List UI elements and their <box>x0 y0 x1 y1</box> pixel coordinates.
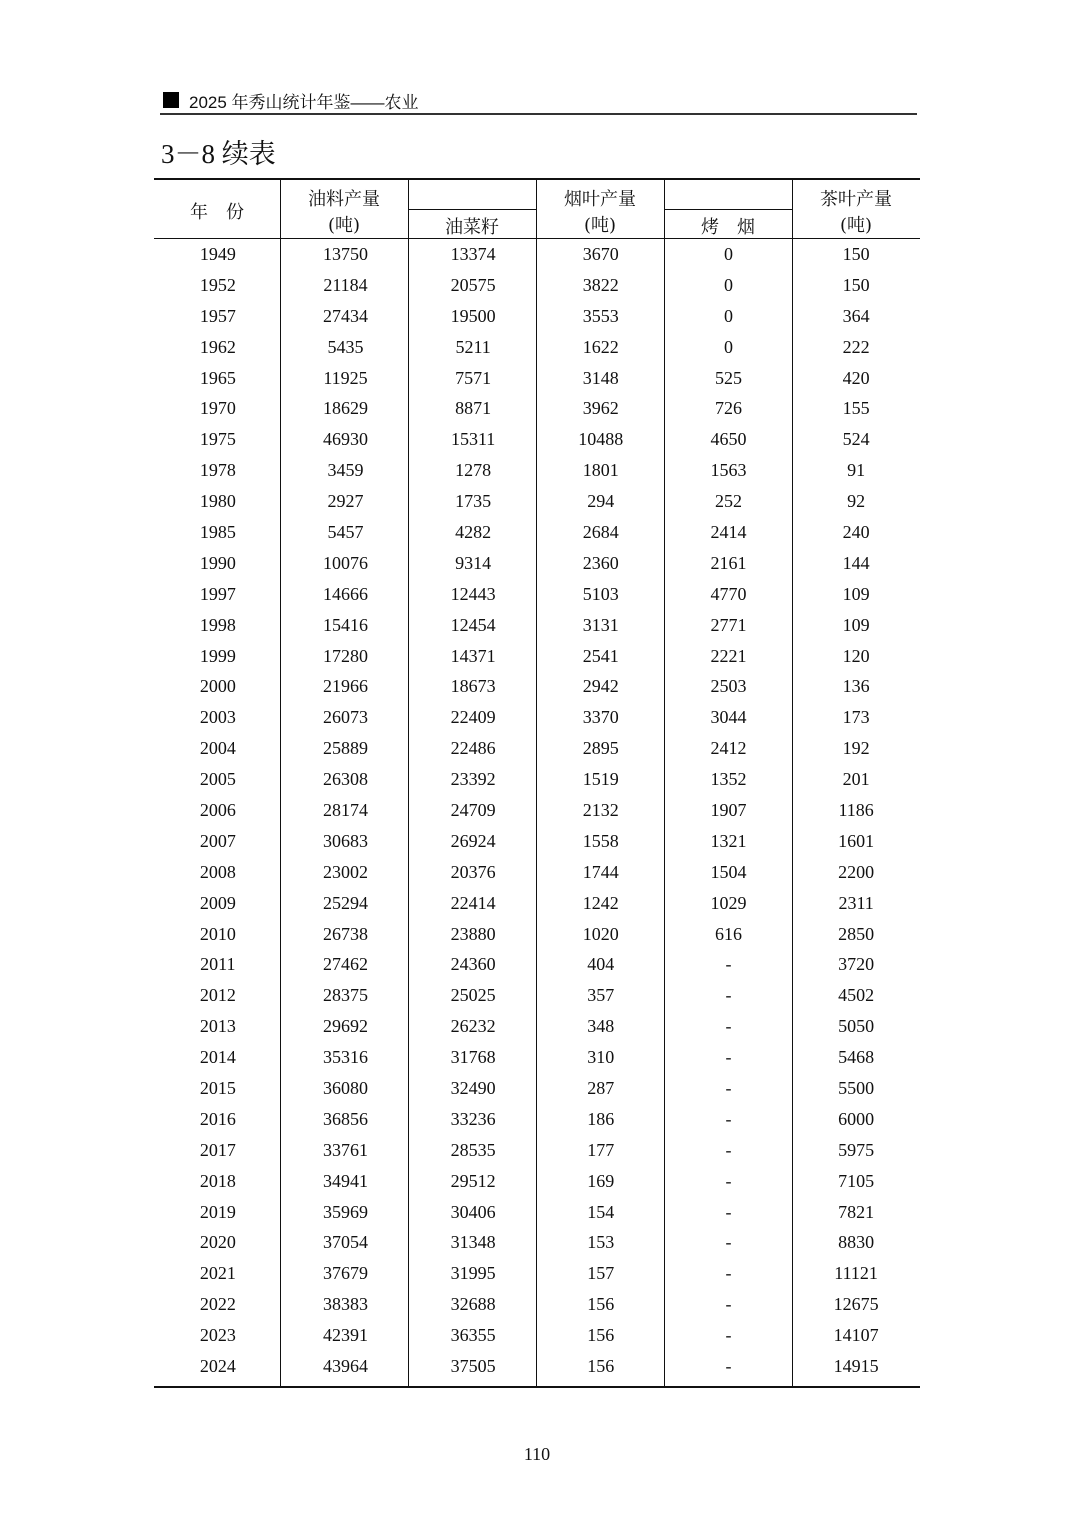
cell-tea: 7105 <box>838 1170 875 1191</box>
cell-tea: 14915 <box>833 1356 879 1376</box>
cell-flue-cured: 726 <box>714 398 742 419</box>
table-row <box>154 702 920 733</box>
cell-rapeseed: 12454 <box>450 614 496 635</box>
cell-rapeseed: 23392 <box>450 769 496 790</box>
cell-year: 2021 <box>199 1263 236 1284</box>
cell-oil-crops: 25889 <box>322 738 368 759</box>
cell-rapeseed: 29512 <box>450 1170 496 1191</box>
cell-flue-cured: - <box>725 1356 732 1376</box>
cell-tobacco: 2541 <box>582 645 619 666</box>
cell-year: 1985 <box>199 521 236 542</box>
cell-rapeseed: 25025 <box>450 985 496 1006</box>
cell-tea: 12675 <box>833 1294 879 1315</box>
cell-year: 1952 <box>199 274 236 295</box>
cell-flue-cured: - <box>725 1201 732 1222</box>
cell-rapeseed: 22414 <box>450 892 496 913</box>
cell-rapeseed: 12443 <box>450 583 496 604</box>
cell-tea: 7821 <box>838 1201 875 1222</box>
cell-oil-crops: 43964 <box>322 1356 368 1376</box>
table-row <box>154 1351 920 1382</box>
table-row <box>154 919 920 950</box>
cell-tea: 150 <box>842 274 870 295</box>
cell-tea: 2850 <box>838 923 875 944</box>
table-row <box>154 826 920 857</box>
table-row <box>154 1258 920 1289</box>
cell-flue-cured: - <box>725 1294 732 1315</box>
cell-tea: 14107 <box>833 1325 879 1346</box>
cell-oil-crops: 23002 <box>322 861 368 882</box>
cell-flue-cured: - <box>725 1139 732 1160</box>
cell-rapeseed: 37505 <box>450 1356 496 1376</box>
cell-tea: 364 <box>842 305 870 326</box>
cell-oil-crops: 36856 <box>322 1108 368 1129</box>
table-row <box>154 1073 920 1104</box>
cell-flue-cured: 0 <box>723 336 733 357</box>
cell-tobacco: 2132 <box>582 799 619 820</box>
cell-rapeseed: 28535 <box>450 1139 496 1160</box>
cell-tea: 8830 <box>838 1232 875 1253</box>
table-row <box>154 949 920 980</box>
cell-year: 1975 <box>199 429 236 450</box>
table-row <box>154 1135 920 1166</box>
cell-tobacco: 1020 <box>582 923 619 944</box>
table-row <box>154 1104 920 1135</box>
cell-flue-cured: - <box>725 1108 732 1129</box>
cell-tea: 11121 <box>834 1263 878 1284</box>
cell-flue-cured: 2503 <box>710 676 747 697</box>
cell-year: 2008 <box>199 861 236 882</box>
cell-rapeseed: 24360 <box>450 954 496 975</box>
cell-flue-cured: 1321 <box>710 830 747 851</box>
cell-tea: 1601 <box>838 830 875 851</box>
header-rule <box>160 113 917 115</box>
cell-tea: 150 <box>842 243 870 264</box>
table-row <box>154 888 920 919</box>
cell-flue-cured: 616 <box>714 923 742 944</box>
cell-tea: 5975 <box>838 1139 875 1160</box>
table-row <box>154 1011 920 1042</box>
table-row <box>154 1289 920 1320</box>
cell-tea: 192 <box>842 738 870 759</box>
header-oil-crops-unit: (吨) <box>327 215 361 236</box>
cell-tea: 5500 <box>838 1077 875 1098</box>
cell-tobacco: 2942 <box>582 676 619 697</box>
cell-tea: 120 <box>842 645 870 666</box>
cell-rapeseed: 30406 <box>450 1201 496 1222</box>
header-tea: 茶叶产量 <box>820 189 892 210</box>
table-row <box>154 1166 920 1197</box>
subheader-rule <box>408 209 536 210</box>
cell-year: 2019 <box>199 1201 236 1222</box>
table-row <box>154 517 920 548</box>
cell-oil-crops: 11925 <box>323 367 368 388</box>
cell-rapeseed: 23880 <box>450 923 496 944</box>
cell-flue-cured: - <box>725 954 732 975</box>
table-row <box>154 610 920 641</box>
cell-tobacco: 157 <box>587 1263 615 1284</box>
cell-year: 2017 <box>199 1139 236 1160</box>
cell-rapeseed: 31995 <box>450 1263 496 1284</box>
header-rapeseed: 油菜籽 <box>445 217 499 238</box>
cell-rapeseed: 24709 <box>450 799 496 820</box>
cell-flue-cured: 2412 <box>710 738 747 759</box>
table-row <box>154 795 920 826</box>
cell-tea: 91 <box>847 460 866 481</box>
table-row <box>154 332 920 363</box>
cell-year: 1957 <box>199 305 236 326</box>
cell-year: 2012 <box>199 985 236 1006</box>
cell-tobacco: 1801 <box>582 460 619 481</box>
cell-flue-cured: 1029 <box>710 892 747 913</box>
cell-oil-crops: 25294 <box>322 892 368 913</box>
cell-rapeseed: 1735 <box>455 491 492 512</box>
header-tobacco: 烟叶产量 <box>564 189 636 210</box>
cell-oil-crops: 5457 <box>327 521 364 542</box>
cell-tea: 155 <box>842 398 870 419</box>
cell-tobacco: 1744 <box>582 861 619 882</box>
table-row <box>154 733 920 764</box>
cell-tobacco: 348 <box>587 1016 615 1037</box>
cell-tea: 222 <box>842 336 870 357</box>
cell-rapeseed: 31768 <box>450 1047 496 1068</box>
page-number: 110 <box>523 1444 551 1464</box>
cell-rapeseed: 26924 <box>450 830 496 851</box>
table-row <box>154 641 920 672</box>
cell-year: 2004 <box>199 738 236 759</box>
cell-tobacco: 169 <box>587 1170 615 1191</box>
table-row <box>154 486 920 517</box>
table-row <box>154 579 920 610</box>
cell-year: 2007 <box>199 830 236 851</box>
cell-tobacco: 3670 <box>582 243 619 264</box>
cell-oil-crops: 15416 <box>322 614 368 635</box>
cell-year: 2006 <box>199 799 236 820</box>
cell-tea: 109 <box>842 614 870 635</box>
running-head <box>163 88 917 112</box>
cell-flue-cured: 0 <box>723 305 733 326</box>
cell-rapeseed: 15311 <box>450 429 496 450</box>
cell-year: 1962 <box>199 336 236 357</box>
cell-rapeseed: 4282 <box>455 521 492 542</box>
cell-tea: 136 <box>842 676 870 697</box>
cell-tobacco: 2360 <box>582 552 619 573</box>
cell-rapeseed: 22409 <box>450 707 496 728</box>
cell-oil-crops: 3459 <box>327 460 364 481</box>
cell-tea: 201 <box>842 769 870 790</box>
cell-tea: 2311 <box>838 892 874 913</box>
table-row <box>154 1228 920 1259</box>
cell-rapeseed: 18673 <box>450 676 496 697</box>
cell-tobacco: 3553 <box>582 305 619 326</box>
cell-oil-crops: 28375 <box>322 985 368 1006</box>
cell-tea: 5468 <box>838 1047 875 1068</box>
cell-year: 1978 <box>199 460 236 481</box>
cell-oil-crops: 37054 <box>322 1232 368 1253</box>
cell-oil-crops: 21184 <box>323 274 368 295</box>
cell-tea: 524 <box>842 429 870 450</box>
cell-rapeseed: 9314 <box>455 552 492 573</box>
black-square-icon <box>163 92 179 108</box>
cell-oil-crops: 42391 <box>322 1325 368 1346</box>
cell-oil-crops: 35316 <box>322 1047 368 1068</box>
cell-flue-cured: 0 <box>723 243 733 264</box>
cell-tobacco: 294 <box>587 491 615 512</box>
cell-year: 2010 <box>199 923 236 944</box>
cell-flue-cured: 3044 <box>710 707 747 728</box>
cell-oil-crops: 17280 <box>322 645 368 666</box>
cell-rapeseed: 7571 <box>455 367 492 388</box>
cell-tobacco: 404 <box>587 954 615 975</box>
cell-rapeseed: 22486 <box>450 738 496 759</box>
cell-tobacco: 156 <box>587 1294 615 1315</box>
cell-oil-crops: 5435 <box>327 336 364 357</box>
cell-rapeseed: 33236 <box>450 1108 496 1129</box>
cell-oil-crops: 26073 <box>322 707 368 728</box>
cell-tea: 5050 <box>838 1016 875 1037</box>
cell-rapeseed: 13374 <box>450 243 496 264</box>
cell-oil-crops: 37679 <box>322 1263 368 1284</box>
cell-rapeseed: 20376 <box>450 861 496 882</box>
cell-flue-cured: - <box>725 1263 732 1284</box>
table-title: 3－8 续表 <box>161 139 276 169</box>
cell-tea: 3720 <box>838 954 875 975</box>
cell-oil-crops: 29692 <box>322 1016 368 1037</box>
cell-tobacco: 156 <box>587 1356 615 1376</box>
cell-tobacco: 2895 <box>582 738 619 759</box>
cell-tobacco: 153 <box>587 1232 615 1253</box>
cell-tea: 420 <box>842 367 870 388</box>
cell-oil-crops: 35969 <box>322 1201 368 1222</box>
cell-oil-crops: 33761 <box>322 1139 368 1160</box>
cell-year: 2022 <box>199 1294 236 1315</box>
cell-tobacco: 10488 <box>578 429 624 450</box>
table-row <box>154 1042 920 1073</box>
cell-rapeseed: 36355 <box>450 1325 496 1346</box>
cell-year: 1949 <box>199 243 236 264</box>
table-row <box>154 239 920 270</box>
cell-tobacco: 3370 <box>582 707 619 728</box>
cell-flue-cured: 1352 <box>710 769 747 790</box>
cell-tea: 92 <box>847 491 866 512</box>
table-row <box>154 548 920 579</box>
cell-flue-cured: - <box>725 1047 732 1068</box>
cell-flue-cured: 2771 <box>710 614 747 635</box>
cell-year: 2018 <box>199 1170 236 1191</box>
table-row <box>154 1320 920 1351</box>
cell-rapeseed: 32490 <box>450 1077 496 1098</box>
cell-tea: 144 <box>842 552 870 573</box>
cell-flue-cured: 2414 <box>710 521 747 542</box>
cell-year: 2023 <box>199 1325 236 1346</box>
cell-year: 1965 <box>199 367 236 388</box>
cell-flue-cured: 4770 <box>710 583 747 604</box>
cell-oil-crops: 34941 <box>322 1170 368 1191</box>
cell-tea: 1186 <box>838 799 874 820</box>
cell-oil-crops: 13750 <box>322 243 368 264</box>
cell-oil-crops: 27434 <box>322 305 368 326</box>
cell-tobacco: 186 <box>587 1108 615 1129</box>
table-row <box>154 363 920 394</box>
table-row <box>154 857 920 888</box>
header-flue-cured: 烤 烟 <box>701 217 755 238</box>
cell-flue-cured: 2221 <box>710 645 747 666</box>
cell-rapeseed: 1278 <box>455 460 492 481</box>
table-body <box>154 239 920 1382</box>
cell-year: 1970 <box>199 398 236 419</box>
cell-tea: 4502 <box>838 985 875 1006</box>
cell-rapeseed: 19500 <box>450 305 496 326</box>
cell-year: 2003 <box>199 707 236 728</box>
header-tobacco-unit: (吨) <box>583 215 617 236</box>
cell-tea: 240 <box>842 521 870 542</box>
table-row <box>154 764 920 795</box>
cell-year: 1998 <box>199 614 236 635</box>
cell-tobacco: 357 <box>587 985 615 1006</box>
cell-oil-crops: 36080 <box>322 1077 368 1098</box>
cell-oil-crops: 10076 <box>322 552 368 573</box>
running-head-text: 2025 年秀山统计年鉴——农业 <box>189 92 419 112</box>
cell-oil-crops: 2927 <box>327 491 364 512</box>
cell-tobacco: 3822 <box>582 274 619 295</box>
cell-flue-cured: - <box>725 1016 732 1037</box>
cell-year: 2011 <box>200 954 236 975</box>
cell-tobacco: 2684 <box>582 521 619 542</box>
cell-tea: 6000 <box>838 1108 875 1129</box>
cell-oil-crops: 28174 <box>322 799 368 820</box>
cell-rapeseed: 26232 <box>450 1016 496 1037</box>
table-row <box>154 455 920 486</box>
cell-tea: 2200 <box>838 861 875 882</box>
table-row <box>154 270 920 301</box>
cell-rapeseed: 14371 <box>450 645 496 666</box>
cell-flue-cured: 1504 <box>710 861 747 882</box>
cell-flue-cured: 525 <box>714 367 742 388</box>
cell-year: 1980 <box>199 491 236 512</box>
cell-tobacco: 177 <box>587 1139 615 1160</box>
cell-flue-cured: 1563 <box>710 460 747 481</box>
cell-rapeseed: 32688 <box>450 1294 496 1315</box>
cell-year: 2020 <box>199 1232 236 1253</box>
table-row <box>154 301 920 332</box>
cell-tobacco: 1242 <box>582 892 619 913</box>
table-row <box>154 671 920 702</box>
cell-oil-crops: 46930 <box>322 429 368 450</box>
table-top-rule <box>154 178 920 180</box>
cell-flue-cured: 4650 <box>710 429 747 450</box>
cell-oil-crops: 30683 <box>322 830 368 851</box>
cell-oil-crops: 14666 <box>322 583 368 604</box>
cell-tobacco: 5103 <box>582 583 619 604</box>
cell-flue-cured: - <box>725 985 732 1006</box>
cell-tobacco: 154 <box>587 1201 615 1222</box>
cell-year: 2024 <box>199 1356 236 1376</box>
cell-year: 2000 <box>199 676 236 697</box>
cell-tea: 173 <box>842 707 870 728</box>
cell-rapeseed: 5211 <box>455 336 491 357</box>
cell-flue-cured: - <box>725 1232 732 1253</box>
subheader-rule <box>664 209 792 210</box>
cell-oil-crops: 21966 <box>322 676 368 697</box>
cell-oil-crops: 26308 <box>322 769 368 790</box>
cell-year: 1999 <box>199 645 236 666</box>
cell-tobacco: 287 <box>587 1077 615 1098</box>
cell-tobacco: 310 <box>587 1047 615 1068</box>
cell-flue-cured: - <box>725 1325 732 1346</box>
cell-rapeseed: 31348 <box>450 1232 496 1253</box>
cell-flue-cured: - <box>725 1170 732 1191</box>
cell-year: 2005 <box>199 769 236 790</box>
table-bottom-rule <box>154 1386 920 1388</box>
cell-oil-crops: 18629 <box>322 398 368 419</box>
cell-year: 1990 <box>199 552 236 573</box>
header-oil-crops: 油料产量 <box>308 189 380 210</box>
cell-flue-cured: 1907 <box>710 799 747 820</box>
table-row <box>154 1197 920 1228</box>
cell-year: 2016 <box>199 1108 236 1129</box>
cell-tobacco: 1519 <box>582 769 619 790</box>
cell-flue-cured: 2161 <box>710 552 747 573</box>
header-year: 年 份 <box>190 202 244 223</box>
cell-flue-cured: 252 <box>714 491 742 512</box>
cell-flue-cured: - <box>725 1077 732 1098</box>
cell-tobacco: 1558 <box>582 830 619 851</box>
table-row <box>154 980 920 1011</box>
cell-year: 1997 <box>199 583 236 604</box>
cell-year: 2009 <box>199 892 236 913</box>
cell-tobacco: 3962 <box>582 398 619 419</box>
cell-tobacco: 156 <box>587 1325 615 1346</box>
table-row <box>154 424 920 455</box>
cell-oil-crops: 26738 <box>322 923 368 944</box>
cell-oil-crops: 38383 <box>322 1294 368 1315</box>
cell-year: 2013 <box>199 1016 236 1037</box>
cell-tea: 109 <box>842 583 870 604</box>
cell-tobacco: 1622 <box>582 336 619 357</box>
header-tea-unit: (吨) <box>839 215 873 236</box>
table-row <box>154 393 920 424</box>
cell-oil-crops: 27462 <box>322 954 368 975</box>
cell-rapeseed: 8871 <box>455 398 492 419</box>
cell-year: 2014 <box>199 1047 236 1068</box>
cell-year: 2015 <box>199 1077 236 1098</box>
cell-tobacco: 3148 <box>582 367 619 388</box>
cell-tobacco: 3131 <box>582 614 619 635</box>
cell-rapeseed: 20575 <box>450 274 496 295</box>
cell-flue-cured: 0 <box>723 274 733 295</box>
